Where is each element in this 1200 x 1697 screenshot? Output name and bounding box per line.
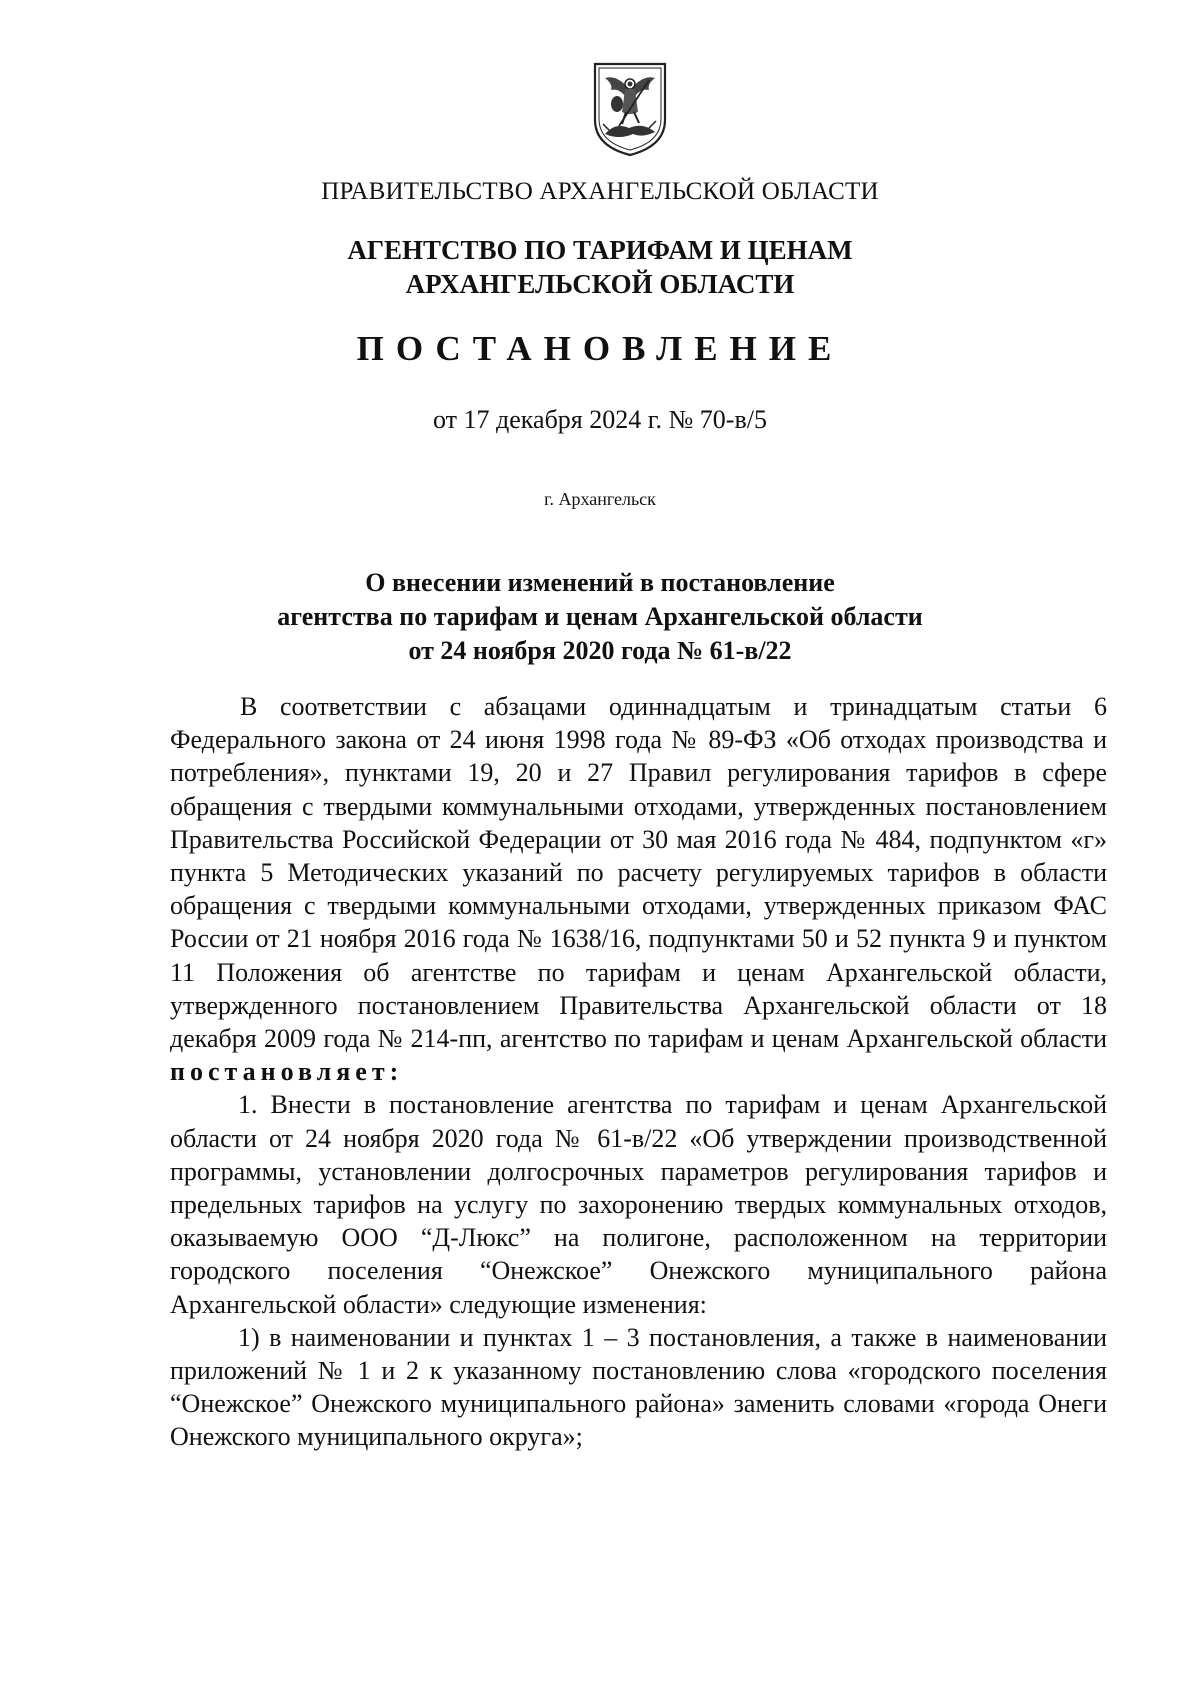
document-type: ПОСТАНОВЛЕНИЕ [356,329,844,368]
document-date-number: от 17 декабря 2024 г. № 70-в/5 [433,405,767,434]
preamble-text: В соответствии с абзацами одиннадцатым и тринадцатым статьи 6 Федерального закона от 24 июня 1998 года № 89-ФЗ «Об отходах производства и потребления», пунктами 19, 20 и 27 Правил регулирования тарифов в сфере обращения с твердыми коммунальными отходами, утвержденных постановлением Правительства Российской Федерации от 30 мая 2016 года № 484, подпунктом «г» пункта 5 Методических указаний по расчету регулируемых тарифов в области обращения с твердыми коммунальными отходами, утвержденных приказом ФАС России от 21 ноября 2016 года № 1638/16, подпунктами 50 и 52 пункта 9 и пунктом 11 Положения об агентстве по тарифам и ценам Архангельской области, утвержденного постановлением Правительства Архангельской области от 18 декабря 2009 года № 214-пп, агентство по тарифам и ценам Архангельской области [170,692,1107,1054]
resolves-word: постановляет: [170,1057,404,1087]
subject-line3: от 24 ноября 2020 года № 61-в/22 [408,636,792,665]
subject-line2: агентства по тарифам и ценам Архангельской области [277,602,923,631]
document-city: г. Архангельск [544,489,656,509]
document-subject [0,566,1200,668]
item-1-paragraph: 1. Внести в постановление агентства по тарифам и ценам Архангельской области от 24 ноября 2020 года № 61-в/22 «Об утверждении производственной программы, установлении долгосрочных параметров регулирования тарифов и предельных тарифов на услугу по захоронению твердых коммунальных отходов, оказываемую ООО “Д-Люкс” на полигоне, расположенном на территории городского поселения “Онежское” Онежского муниципального района Архангельской области» следующие изменения: [170,1090,1107,1319]
subject-line1: О внесении изменений в постановление [365,568,835,597]
preamble-paragraph [170,690,1107,1088]
document-body [170,690,1107,1454]
agency-title-line1: АГЕНТСТВО ПО ТАРИФАМ И ЦЕНАМ [347,235,853,265]
coat-of-arms-icon [589,60,671,158]
item-1-1-paragraph: 1) в наименовании и пунктах 1 – 3 постановления, а также в наименовании приложений № 1 и 2 к указанному постановлению слова «городского поселения “Онежское” Онежского муниципального района» заменить словами «города Онеги Онежского муниципального округа»; [170,1322,1107,1452]
agency-title [0,233,1200,301]
agency-title-line2: АРХАНГЕЛЬСКОЙ ОБЛАСТИ [405,269,795,299]
government-title: ПРАВИТЕЛЬСТВО АРХАНГЕЛЬСКОЙ ОБЛАСТИ [321,178,879,205]
